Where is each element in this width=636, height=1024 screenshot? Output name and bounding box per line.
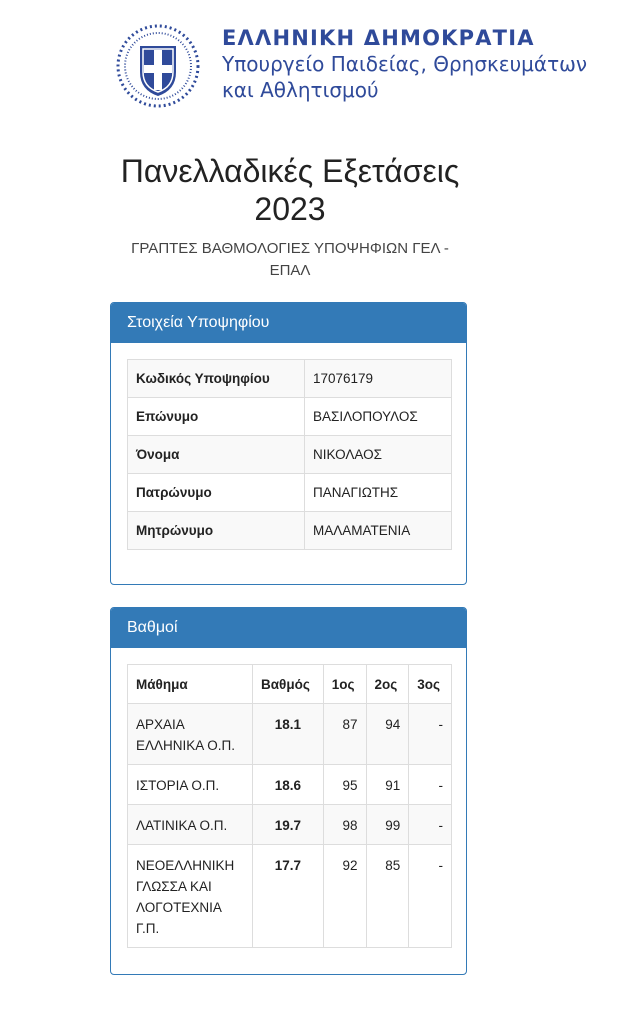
field-label: Όνομα: [128, 436, 305, 474]
subject-name-line: ΙΣΤΟΡΙΑ Ο.Π.: [136, 778, 220, 793]
table-row: [128, 360, 452, 398]
page-title-line1: Πανελλαδικές Εξετάσεις: [120, 153, 460, 189]
page-subtitle-line2: ΕΠΑΛ: [269, 262, 311, 279]
first-grader-cell: 95: [323, 765, 366, 805]
grade-cell: 18.6: [253, 765, 324, 805]
subject-cell: [128, 765, 253, 805]
grades-panel: [110, 607, 467, 975]
grades-table: [127, 664, 452, 948]
candidate-info-table: [127, 359, 452, 550]
column-2nd: 2ος: [366, 665, 409, 704]
ministry-header: [112, 18, 592, 114]
field-value: ΒΑΣΙΛΟΠΟΥΛΟΣ: [305, 398, 452, 436]
column-subject: Μάθημα: [128, 665, 253, 704]
field-label: Κωδικός Υποψηφίου: [128, 360, 305, 398]
candidate-panel-heading: Στοιχεία Υποψηφίου: [111, 303, 466, 343]
table-row: [128, 436, 452, 474]
table-header-row: [128, 665, 452, 704]
grade-cell: 17.7: [253, 845, 324, 948]
subject-name-line: ΑΡΧΑΙΑ: [136, 717, 185, 732]
page-subtitle: [110, 238, 470, 282]
third-grader-cell: -: [409, 845, 452, 948]
table-row: [128, 765, 452, 805]
table-row: [128, 474, 452, 512]
ministry-name-line2: και Αθλητισμού: [222, 78, 379, 102]
third-grader-cell: -: [409, 805, 452, 845]
field-label: Πατρώνυμο: [128, 474, 305, 512]
subject-name-line: Γ.Π.: [136, 921, 160, 936]
subject-name-line: ΕΛΛΗΝΙΚΑ Ο.Π.: [136, 738, 236, 753]
ministry-name-line1: Υπουργείο Παιδείας, Θρησκευμάτων: [222, 52, 588, 76]
table-row: [128, 398, 452, 436]
field-value: 17076179: [305, 360, 452, 398]
ministry-name: [222, 26, 587, 102]
subject-name-line: ΛΟΓΟΤΕΧΝΙΑ: [136, 900, 222, 915]
second-grader-cell: 91: [366, 765, 409, 805]
first-grader-cell: 87: [323, 704, 366, 765]
second-grader-cell: 99: [366, 805, 409, 845]
subject-cell: [128, 704, 253, 765]
subject-cell: [128, 805, 253, 845]
grades-panel-heading: Βαθμοί: [111, 608, 466, 648]
page-title-line2: 2023: [254, 191, 326, 227]
government-name: ΕΛΛΗΝΙΚΗ ΔΗΜΟΚΡΑΤΙΑ: [222, 26, 535, 50]
table-row: [128, 845, 452, 948]
first-grader-cell: 92: [323, 845, 366, 948]
table-row: [128, 704, 452, 765]
field-label: Μητρώνυμο: [128, 512, 305, 550]
page-subtitle-line1: ΓΡΑΠΤΕΣ ΒΑΘΜΟΛΟΓΙΕΣ ΥΠΟΨΗΦΙΩΝ ΓΕΛ -: [131, 240, 449, 257]
table-row: [128, 512, 452, 550]
page-title: [80, 152, 500, 228]
second-grader-cell: 94: [366, 704, 409, 765]
column-3rd: 3ος: [409, 665, 452, 704]
third-grader-cell: -: [409, 704, 452, 765]
column-1st: 1ος: [323, 665, 366, 704]
first-grader-cell: 98: [323, 805, 366, 845]
column-grade: Βαθμός: [253, 665, 324, 704]
table-row: [128, 805, 452, 845]
field-value: ΝΙΚΟΛΑΟΣ: [305, 436, 452, 474]
third-grader-cell: -: [409, 765, 452, 805]
second-grader-cell: 85: [366, 845, 409, 948]
field-value: ΜΑΛΑΜΑΤΕΝΙΑ: [305, 512, 452, 550]
subject-cell: [128, 845, 253, 948]
greek-coat-of-arms-icon: [112, 20, 204, 112]
field-label: Επώνυμο: [128, 398, 305, 436]
grade-cell: 19.7: [253, 805, 324, 845]
grade-cell: 18.1: [253, 704, 324, 765]
subject-name-line: ΝΕΟΕΛΛΗΝΙΚΗ: [136, 858, 235, 873]
candidate-info-panel: [110, 302, 467, 585]
subject-name-line: ΛΑΤΙΝΙΚΑ Ο.Π.: [136, 818, 228, 833]
field-value: ΠΑΝΑΓΙΩΤΗΣ: [305, 474, 452, 512]
subject-name-line: ΓΛΩΣΣΑ ΚΑΙ: [136, 879, 212, 894]
